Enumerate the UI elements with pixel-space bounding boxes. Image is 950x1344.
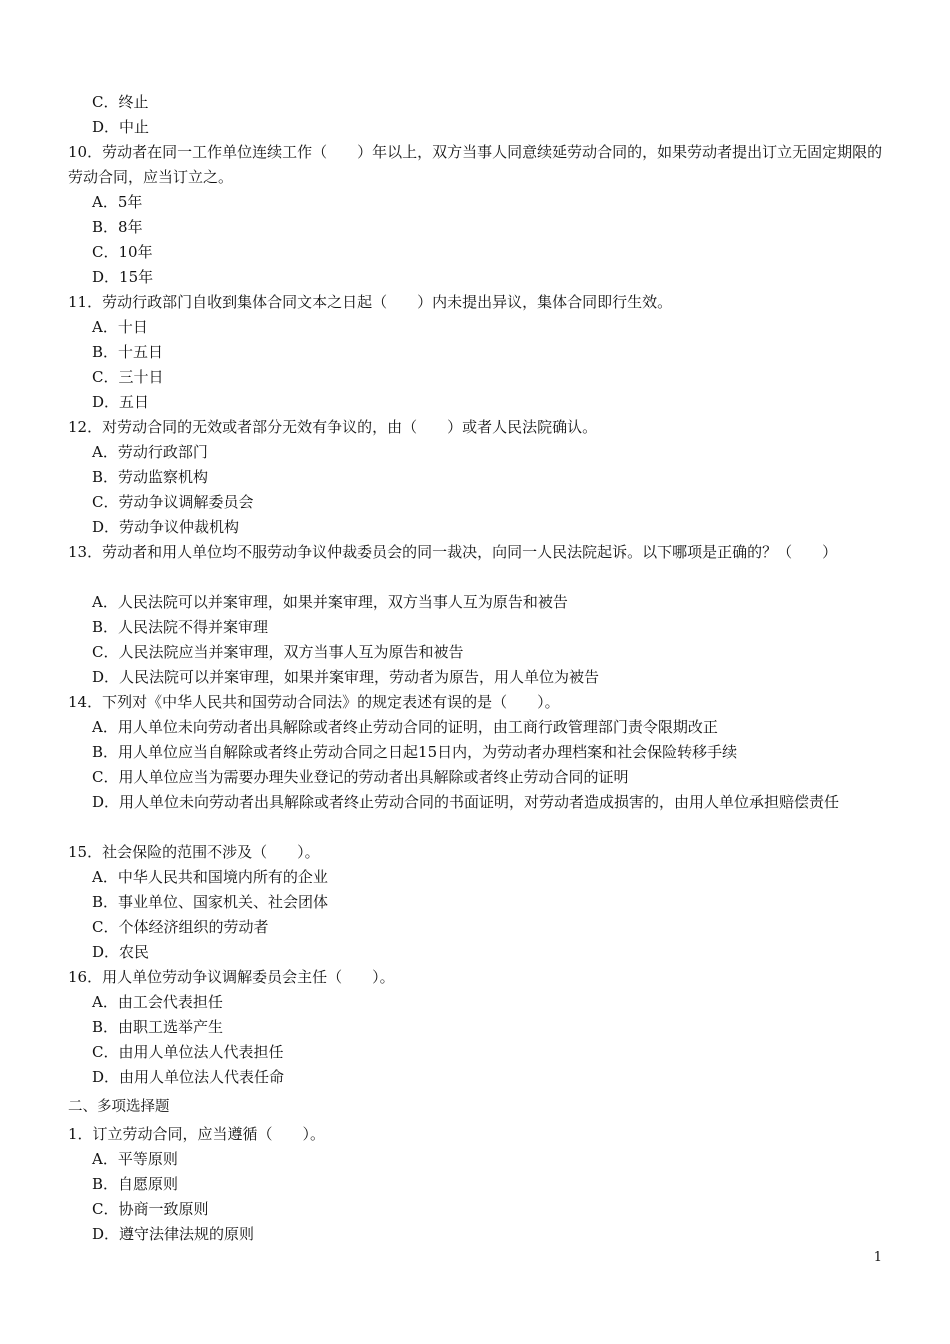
option: D．人民法院可以并案审理，如果并案审理，劳动者为原告，用人单位为被告: [92, 668, 600, 686]
option: C．个体经济组织的劳动者: [92, 918, 269, 936]
option: C．终止: [92, 93, 149, 111]
option: B．事业单位、国家机关、社会团体: [92, 893, 329, 911]
option: A．劳动行政部门: [92, 443, 208, 461]
page-number: 1: [873, 1250, 882, 1265]
document-body: [68, 90, 888, 1247]
option: C．协商一致原则: [92, 1200, 209, 1218]
option: D．五日: [92, 393, 150, 411]
option: D．劳动争议仲裁机构: [92, 518, 240, 536]
question-stem: 14．下列对《中华人民共和国劳动合同法》的规定表述有误的是（ ）。: [68, 693, 560, 711]
option: B．自愿原则: [92, 1175, 179, 1193]
option: D．农民: [92, 943, 150, 961]
option: B．用人单位应当自解除或者终止劳动合同之日起15日内，为劳动者办理档案和社会保险转移手续: [92, 743, 738, 761]
question-stem: 15．社会保险的范围不涉及（ ）。: [68, 843, 320, 861]
option: B．十五日: [92, 343, 164, 361]
option: C．三十日: [92, 368, 164, 386]
question-stem: 11．劳动行政部门自收到集体合同文本之日起（ ）内未提出异议，集体合同即行生效。: [68, 293, 673, 311]
option: B．劳动监察机构: [92, 468, 209, 486]
option: A．用人单位未向劳动者出具解除或者终止劳动合同的证明，由工商行政管理部门责令限期改正: [92, 718, 718, 736]
option: C．劳动争议调解委员会: [92, 493, 254, 511]
option: C．用人单位应当为需要办理失业登记的劳动者出具解除或者终止劳动合同的证明: [92, 768, 629, 786]
question-stem: 1．订立劳动合同，应当遵循（ ）。: [68, 1125, 326, 1143]
question-stem: 12．对劳动合同的无效或者部分无效有争议的，由（ ）或者人民法院确认。: [68, 418, 598, 436]
option: D．15年: [92, 268, 154, 286]
option: B．人民法院不得并案审理: [92, 618, 269, 636]
option: A．平等原则: [92, 1150, 178, 1168]
option: A．由工会代表担任: [92, 993, 223, 1011]
question-stem: 10．劳动者在同一工作单位连续工作（ ）年以上，双方当事人同意续延劳动合同的，如果劳动者提出订立无固定期限的劳动合同，应当订立之。: [68, 143, 883, 186]
option: C．人民法院应当并案审理，双方当事人互为原告和被告: [92, 643, 464, 661]
option: D．用人单位未向劳动者出具解除或者终止劳动合同的书面证明，对劳动者造成损害的，由用人单位承担赔偿责任: [92, 793, 840, 811]
option: A．中华人民共和国境内所有的企业: [92, 868, 328, 886]
option: A．十日: [92, 318, 148, 336]
question-stem: 16．用人单位劳动争议调解委员会主任（ ）。: [68, 968, 395, 986]
option: D．由用人单位法人代表任命: [92, 1068, 285, 1086]
option: C．10年: [92, 243, 153, 261]
option: A．人民法院可以并案审理，如果并案审理，双方当事人互为原告和被告: [92, 593, 568, 611]
option: B．8年: [92, 218, 143, 236]
option: C．由用人单位法人代表担任: [92, 1043, 284, 1061]
section-title: 二、多项选择题: [68, 1099, 170, 1115]
option: B．由职工选举产生: [92, 1018, 224, 1036]
question-stem: 13．劳动者和用人单位均不服劳动争议仲裁委员会的同一裁决，向同一人民法院起诉。以下哪项是正确的？（ ）: [68, 543, 838, 561]
option: D．中止: [92, 118, 150, 136]
option: D．遵守法律法规的原则: [92, 1225, 255, 1243]
option: A．5年: [92, 193, 143, 211]
